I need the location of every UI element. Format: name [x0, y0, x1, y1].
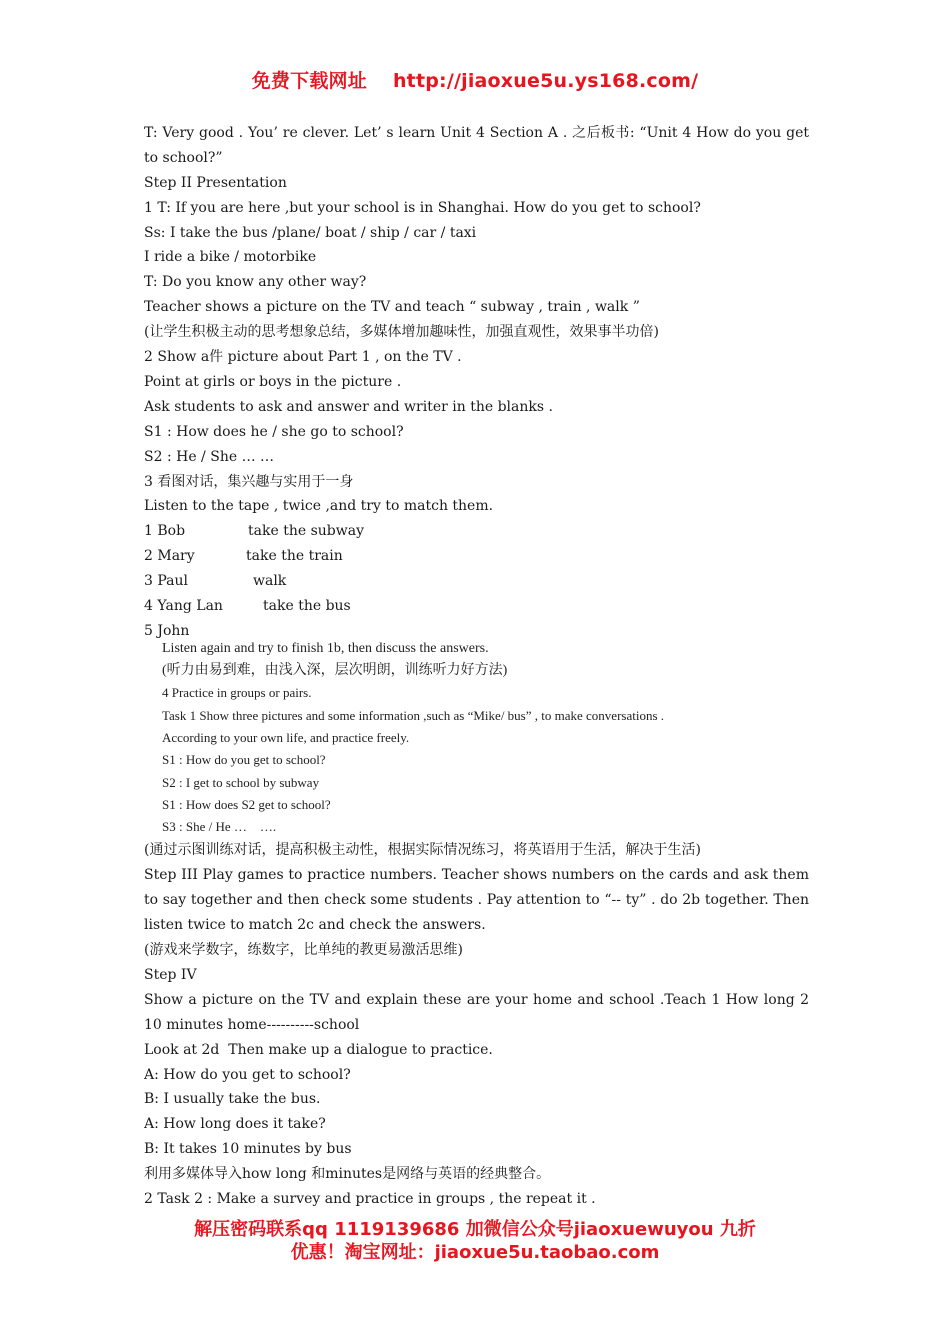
embedded-text-line: Task 1 Show three pictures and some information ,such as “Mike/ bus” , to make conversations .	[162, 707, 665, 723]
footer-line-2: 优惠！淘宝网址：jiaoxue5u.taobao.com	[290, 1242, 660, 1263]
text-line: 3 看图对话，集兴趣与实用于一身	[144, 473, 354, 490]
header-banner	[0, 66, 950, 93]
text-line: Step IV	[144, 966, 197, 983]
text-line: 2 Show a件 picture about Part 1 , on the TV .	[144, 349, 462, 366]
text-line: Point at girls or boys in the picture .	[144, 373, 402, 390]
embedded-text-line: S1 : How do you get to school?	[162, 752, 326, 768]
embedded-text-line: 4 Practice in groups or pairs.	[162, 685, 312, 701]
text-line: T: Very good . You’ re clever. Let’ s learn Unit 4 Section A . 之后板书: “Unit 4 How do you get to school?”	[144, 125, 809, 166]
match-way: walk	[253, 573, 287, 590]
match-way: take the subway	[248, 523, 364, 540]
text-line: Step III Play games to practice numbers. Teacher shows numbers on the cards and ask them to say together and then check some students . Pay attention to “-- ty” . do 2b together. Then listen twice to match 2c and check the answers.	[144, 867, 809, 934]
text-line: (通过示图训练对话，提高积极主动性，根据实际情况练习，将英语用于生活，解决于生活)	[144, 842, 701, 859]
text-line: Ask students to ask and answer and writer in the blanks .	[144, 398, 553, 415]
match-name: 2 Mary	[144, 548, 195, 565]
match-way: take the bus	[263, 597, 351, 614]
match-row	[144, 519, 809, 544]
text-line: Show a picture on the TV and explain these are your home and school .Teach 1 How long 2 10 minutes home----------school	[144, 991, 809, 1033]
text-line: Ss: I take the bus /plane/ boat / ship / car / taxi	[144, 224, 477, 241]
text-line: Step II Presentation	[144, 174, 287, 191]
embedded-text-line: According to your own life, and practice freely.	[162, 729, 410, 745]
document-body	[144, 121, 809, 1212]
text-line: B: I usually take the bus.	[144, 1091, 321, 1108]
text-line: (让学生积极主动的思考想象总结，多媒体增加趣味性，加强直观性，效果事半功倍)	[144, 324, 659, 341]
header-url-link[interactable]: http://jiaoxue5u.ys168.com/	[392, 70, 699, 92]
match-name: 1 Bob	[144, 523, 186, 540]
embedded-text-line: (听力由易到难，由浅入深，层次明朗，训练听力好方法)	[162, 663, 508, 679]
embedded-text-line: Listen again and try to finish 1b, then discuss the answers.	[162, 640, 489, 656]
text-line: 利用多媒体导入how long 和minutes是网络与英语的经典整合。	[144, 1166, 551, 1183]
text-line: S1 : How does he / she go to school?	[144, 423, 404, 440]
text-line: S2 : He / She … …	[144, 448, 275, 465]
text-line: I ride a bike / motorbike	[144, 249, 317, 266]
text-line: T: Do you know any other way?	[144, 274, 367, 291]
match-row	[144, 594, 809, 619]
match-name: 3 Paul	[144, 573, 188, 590]
text-line: Teacher shows a picture on the TV and teach “ subway , train , walk ”	[144, 299, 640, 316]
text-line: A: How do you get to school?	[144, 1066, 351, 1083]
embedded-text-line: S2 : I get to school by subway	[162, 774, 320, 790]
match-name: 4 Yang Lan	[144, 597, 223, 614]
footer-banner	[0, 1218, 950, 1264]
match-way: take the train	[246, 548, 343, 565]
match-name: 5 John	[144, 622, 190, 639]
match-row	[144, 569, 809, 594]
footer-line-1: 解压密码联系qq 1119139686 加微信公众号jiaoxuewuyou 九折	[194, 1219, 756, 1240]
text-line: (游戏来学数字，练数字，比单纯的教更易激活思维)	[144, 942, 463, 959]
match-row	[144, 544, 809, 569]
text-line: Look at 2d Then make up a dialogue to practice.	[144, 1041, 493, 1058]
header-free-download: 免费下载网址	[251, 70, 367, 92]
text-line: B: It takes 10 minutes by bus	[144, 1141, 352, 1158]
embedded-text-line: S1 : How does S2 get to school?	[162, 796, 331, 812]
text-line: A: How long does it take?	[144, 1116, 326, 1133]
text-line: Listen to the tape , twice ,and try to match them.	[144, 498, 494, 515]
embedded-text-line: S3 : She / He … ….	[162, 819, 277, 835]
text-line: 1 T: If you are here ,but your school is in Shanghai. How do you get to school?	[144, 199, 701, 216]
text-line: 2 Task 2 : Make a survey and practice in groups , the repeat it .	[144, 1190, 596, 1207]
